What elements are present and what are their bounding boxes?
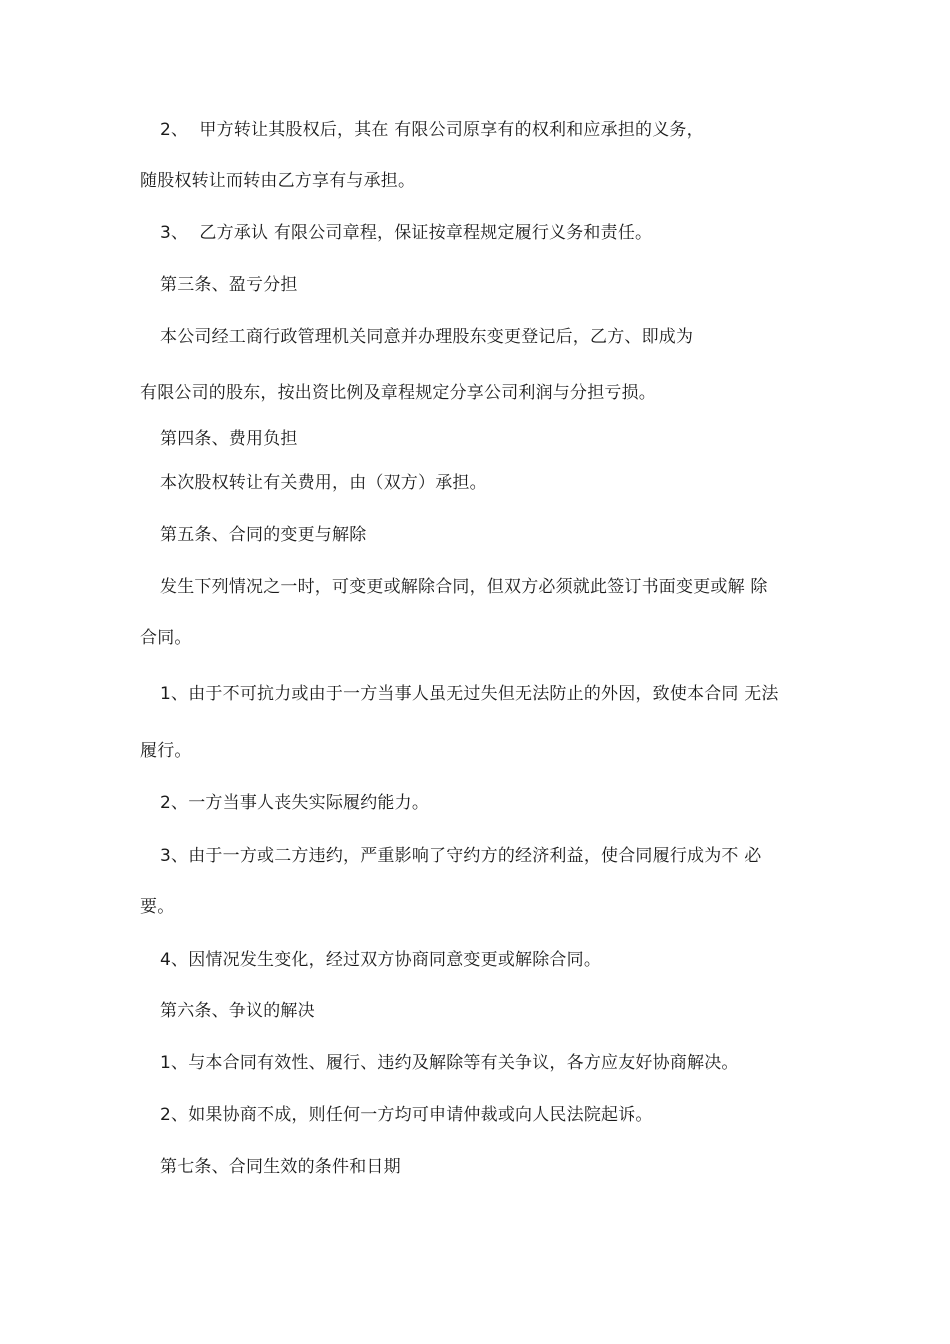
article-4-body: 本次股权转让有关费用，由（双方）承担。 bbox=[160, 473, 487, 493]
article-5-body: 发生下列情况之一时，可变更或解除合同，但双方必须就此签订书面变更或解 除 bbox=[160, 577, 768, 597]
article-5-item-1-cont: 履行。 bbox=[140, 741, 192, 761]
clause-3-accept-charter: 3、 乙方承认 有限公司章程，保证按章程规定履行义务和责任。 bbox=[160, 223, 653, 243]
clause-2-transfer-rights-cont: 随股权转让而转由乙方享有与承担。 bbox=[140, 171, 416, 191]
article-4-heading: 第四条、费用负担 bbox=[160, 429, 298, 449]
article-5-item-4: 4、因情况发生变化，经过双方协商同意变更或解除合同。 bbox=[160, 950, 602, 970]
article-5-heading: 第五条、合同的变更与解除 bbox=[160, 525, 367, 545]
article-5-body-cont: 合同。 bbox=[140, 628, 192, 648]
article-6-item-1: 1、与本合同有效性、履行、违约及解除等有关争议，各方应友好协商解决。 bbox=[160, 1053, 739, 1073]
article-3-body-cont: 有限公司的股东，按出资比例及章程规定分享公司利润与分担亏损。 bbox=[140, 383, 656, 403]
clause-2-transfer-rights: 2、 甲方转让其股权后，其在 有限公司原享有的权利和应承担的义务， bbox=[160, 120, 704, 140]
article-7-heading: 第七条、合同生效的条件和日期 bbox=[160, 1157, 401, 1177]
article-3-body: 本公司经工商行政管理机关同意并办理股东变更登记后，乙方、即成为 bbox=[160, 327, 694, 347]
article-6-heading: 第六条、争议的解决 bbox=[160, 1001, 315, 1021]
article-6-item-2: 2、如果协商不成，则任何一方均可申请仲裁或向人民法院起诉。 bbox=[160, 1105, 653, 1125]
article-5-item-1: 1、由于不可抗力或由于一方当事人虽无过失但无法防止的外因，致使本合同 无法 bbox=[160, 684, 779, 704]
article-5-item-3-cont: 要。 bbox=[140, 897, 175, 917]
article-5-item-3: 3、由于一方或二方违约，严重影响了守约方的经济利益，使合同履行成为不 必 bbox=[160, 846, 762, 866]
article-3-heading: 第三条、盈亏分担 bbox=[160, 275, 298, 295]
article-5-item-2: 2、一方当事人丧失实际履约能力。 bbox=[160, 793, 430, 813]
